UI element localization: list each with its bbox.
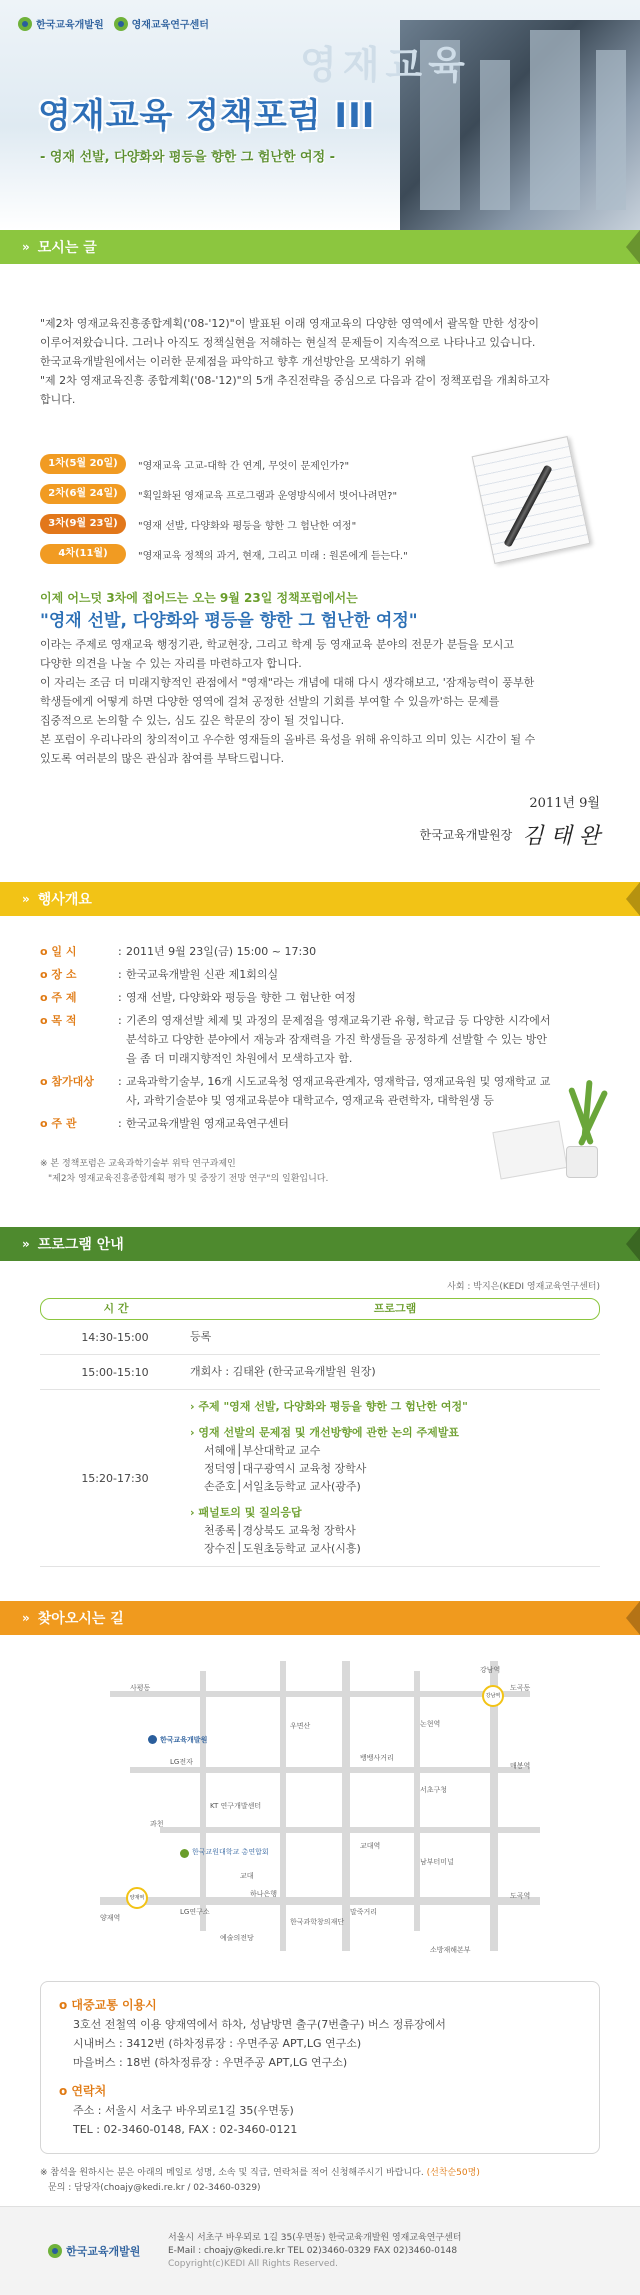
presentation-title: › 영재 선발의 문제점 및 개선방향에 관한 논의 주제발표	[190, 1424, 600, 1442]
plant-pot-icon	[566, 1146, 598, 1178]
program-section	[0, 1261, 640, 1567]
invite-section	[0, 264, 640, 850]
overview-section	[0, 916, 640, 1187]
footer-text: 서울시 서초구 바우뫼로 1길 35(우면동) 한국교육개발원 영재교육연구센터 E-Mail : choajy@kedi.re.kr TEL 02)3460-0329 FAX 02)3460-0148 Copyright(c)KEDI All Rights Reserved.	[168, 2232, 462, 2269]
intro-text: "제2차 영재교육진흥종합계획('08-'12)"이 발표된 이래 영재교육의 다양한 영역에서 괄목할 만한 성장이 이루어져왔습니다. 그러나 아직도 정책실현을 저해하는 현실적 문제들이 지속적으로 나타나고 있습니다. 한국교육개발원에서는 이러한 문제점을 파악하고 향후 개선방안을 모색하기 위해 "제 2차 영재교육진흥 종합계획('08-'12)"의 5개 추진전략을 중심으로 다음과 같이 정책포럼을 개최하고자 합니다.	[40, 317, 550, 406]
table-row: 15:00-15:10 개회사 : 김태완 (한국교육개발원 원장)	[40, 1355, 600, 1390]
speaker: 손준호│서일초등학교 교사(광주)	[204, 1480, 361, 1493]
address: 주소 : 서울시 서초구 바우뫼로1길 35(우면동)	[73, 2104, 294, 2117]
section-bar-invite	[0, 230, 640, 264]
overview-row: o 주 관 : 한국교육개발원 영재교육연구센터	[40, 1114, 600, 1133]
center-logo-icon	[114, 17, 128, 31]
overview-row: o 장 소 : 한국교육개발원 신관 제1회의실	[40, 965, 600, 984]
signer-title: 한국교육개발원장	[419, 828, 513, 842]
speaker: 서혜애│부산대학교 교수	[204, 1444, 321, 1457]
section-title: 찾아오시는 길	[37, 1611, 124, 1627]
header-banner	[0, 0, 640, 230]
chevron-right-icon: »	[22, 1237, 30, 1251]
forum-topic: "영재 선발, 다양화와 평등을 향한 그 험난한 여정"	[138, 520, 357, 532]
destination-pin-icon	[148, 1735, 157, 1744]
forum-topic: "영재교육 고교-대학 간 연계, 무엇이 문제인가?"	[138, 460, 350, 472]
section-title: 프로그램 안내	[37, 1237, 124, 1253]
overview-row: o 참가대상 : 교육과학기술부, 16개 시도교육청 영재교육관계자, 영재학급, 영재교육원 및 영재학교 교사, 과학기술분야 및 영재교육분야 대학교수, 영재교육 관련학자, 대학원생 등	[40, 1072, 600, 1110]
chevron-right-icon: »	[22, 892, 30, 906]
contact-heading: o 연락처	[59, 2082, 581, 2101]
forum-topic: "영재교육 정책의 과거, 현재, 그리고 미래 : 원론에게 듣는다."	[138, 550, 408, 562]
letter-date: 2011년 9월	[529, 796, 600, 811]
overview-row: o 일 시 : 2011년 9월 23일(금) 15:00 ~ 17:30	[40, 942, 600, 961]
directions-info: o 대중교통 이용시 3호선 전철역 이용 양재역에서 하차, 성남방면 출구(7번출구) 버스 정류장에서 시내버스 : 3412번 (하차정류장 : 우면주공 APT,LG 연구소) 마을버스 : 18번 (하차정류장 : 우면주공 APT,LG 연구소) o 연락처 주소 : 서울시 서초구 바우뫼로1길 35(우면동) TEL : 02-3460-0148, FAX : 02-3460-0121	[40, 1981, 600, 2154]
section-title: 행사개요	[37, 892, 92, 908]
location-map[interactable]: 강남역 양재역 사평동 강남역 논현역 도곡동 한국교육개발원 LG전자 KT 연구개발센터 과천 한국교원대학교 총연합회 교대 우면산 LG연구소 하나은행 교대역 양재역 서초구청 남부터미널 한국과학창의재단 매봉역 도곡역 소방재해본부 말죽거리 뱅뱅사거리 예술의전당	[40, 1661, 600, 1967]
location-pin-icon	[180, 1849, 189, 1858]
program-table-header	[40, 1298, 600, 1320]
kedi-logo-icon	[48, 2244, 62, 2258]
forum-series	[40, 435, 600, 571]
list-item	[40, 509, 408, 539]
overview-row: o 주 제 : 영재 선발, 다양화와 평등을 향한 그 험난한 여정	[40, 988, 600, 1007]
section-bar-overview	[0, 882, 640, 916]
registration-notice: ※ 참석을 원하시는 분은 아래의 메일로 성명, 소속 및 직급, 연락처를 적어 신청해주시기 바랍니다. (선착순50명) 문의 : 담당자(choajy@kedi.re.kr / 02-3460-0329)	[40, 2168, 480, 2193]
table-row: 15:20-17:30 › 주제 "영재 선발, 다양화와 평등을 향한 그 험난한 여정" › 영재 선발의 문제점 및 개선방향에 관한 논의 주제발표 서혜애│부산대학교 교수 정덕영│대구광역시 교육청 장학사 손준호│서일초등학교 교사(광주) › 패널토의 및 질의응답 천종록│경상북도 교육청 장학사 장수진│도원초등학교 교사(시흥)	[40, 1390, 600, 1567]
list-item	[40, 539, 408, 569]
phone-fax: TEL : 02-3460-0148, FAX : 02-3460-0121	[73, 2123, 298, 2136]
panelist: 장수진│도원초등학교 교사(시흥)	[204, 1542, 361, 1555]
forum-badge-current: 3차(9월 23일)	[40, 514, 126, 534]
section-title: 모시는 글	[37, 240, 97, 256]
kedi-logo[interactable]: 한국교육개발원	[18, 16, 104, 31]
forum-list	[40, 435, 408, 571]
gifted-center-logo[interactable]: 영재교육연구센터	[114, 16, 209, 31]
page-title: 영재교육 정책포럼 III	[38, 96, 376, 136]
panelist: 천종록│경상북도 교육청 장학사	[204, 1524, 356, 1537]
station-marker: 강남역	[482, 1685, 504, 1707]
footer	[0, 2206, 640, 2295]
chevron-right-icon: »	[22, 240, 30, 254]
forum-highlight	[40, 589, 600, 768]
program-theme: › 주제 "영재 선발, 다양화와 평등을 향한 그 험난한 여정"	[190, 1398, 600, 1416]
list-item	[40, 449, 408, 479]
station-marker: 양재역	[126, 1887, 148, 1909]
forum-topic: "획일화된 영재교육 프로그램과 운영방식에서 벗어나려면?"	[138, 490, 398, 502]
section-bar-program	[0, 1227, 640, 1261]
plant-envelope-illustration	[496, 1066, 616, 1186]
handwritten-signature: 김 태 완	[522, 824, 600, 849]
background-watermark-text: 영재교육	[300, 43, 471, 87]
table-row: 14:30-15:00 등록	[40, 1320, 600, 1355]
forum-badge: 4차(11월)	[40, 544, 126, 564]
moderator-caption: 사회 : 박지은(KEDI 영재교육연구센터)	[447, 1282, 600, 1292]
page-subtitle: - 영재 선발, 다양화와 평등을 향한 그 험난한 여정 -	[40, 150, 336, 165]
highlight-body: 이라는 주제로 영재교육 행정기관, 학교현장, 그리고 학계 등 영재교육 분야의 전문가 분들을 모시고 다양한 의견을 나눌 수 있는 자리를 마련하고자 합니다. 이 자리는 조금 더 미래지향적인 관점에서 "영재"라는 개념에 대해 다시 생각해보고, '잠재능력이 풍부한 학생들에게 어떻게 하면 다양한 영역에 걸쳐 공정한 선발의 기회를 부여할 수 있을까'하는 문제를 집중적으로 논의할 수 있는, 심도 깊은 학문의 장이 될 것입니다. 본 포럼이 우리나라의 창의적이고 우수한 영재들의 올바른 육성을 위해 유익하고 의미 있는 시간이 될 수 있도록 여러분의 많은 관심과 참여를 부탁드립니다.	[40, 638, 536, 765]
notebook-pen-illustration	[472, 435, 590, 563]
envelope-icon	[492, 1120, 567, 1179]
header-logos	[18, 16, 209, 31]
overview-note: ※ 본 정책포럼은 교육과학기술부 위탁 연구과제인 "제2차 영재교육진흥종합계획 평가 및 중장기 전망 연구"의 일환입니다.	[40, 1159, 329, 1184]
column-header-time: 시 간	[103, 1302, 129, 1315]
column-header-program: 프로그램	[373, 1302, 417, 1315]
panel-title: › 패널토의 및 질의응답	[190, 1504, 600, 1522]
overview-row: o 목 적 : 기존의 영재선발 체제 및 과정의 문제점을 영재교육기관 유형, 학교급 등 다양한 시각에서 분석하고 다양한 분야에서 재능과 잠재력을 가진 학생들을 공정하게 선발할 수 있는 방안을 좀 더 미래지향적인 차원에서 모색하고자 함.	[40, 1011, 600, 1068]
footer-logo[interactable]: 한국교육개발원	[48, 2243, 156, 2259]
chevron-right-icon: »	[22, 1611, 30, 1625]
highlight-title: "영재 선발, 다양화와 평등을 향한 그 험난한 여정"	[40, 611, 418, 631]
contact-email-link[interactable]: 문의 : 담당자(choajy@kedi.re.kr / 02-3460-0329)	[48, 2183, 261, 2193]
forum-badge: 2차(6월 24일)	[40, 484, 126, 504]
kedi-logo-icon	[18, 17, 32, 31]
transit-heading: o 대중교통 이용시	[59, 1996, 581, 2015]
forum-badge: 1차(5월 20일)	[40, 454, 126, 474]
signature-block	[40, 792, 600, 850]
speaker: 정덕영│대구광역시 교육청 장학사	[204, 1462, 367, 1475]
highlight-lead: 이제 어느덧 3차에 접어드는 오는 9월 23일 정책포럼에서는	[40, 591, 358, 605]
section-bar-directions	[0, 1601, 640, 1635]
list-item	[40, 479, 408, 509]
